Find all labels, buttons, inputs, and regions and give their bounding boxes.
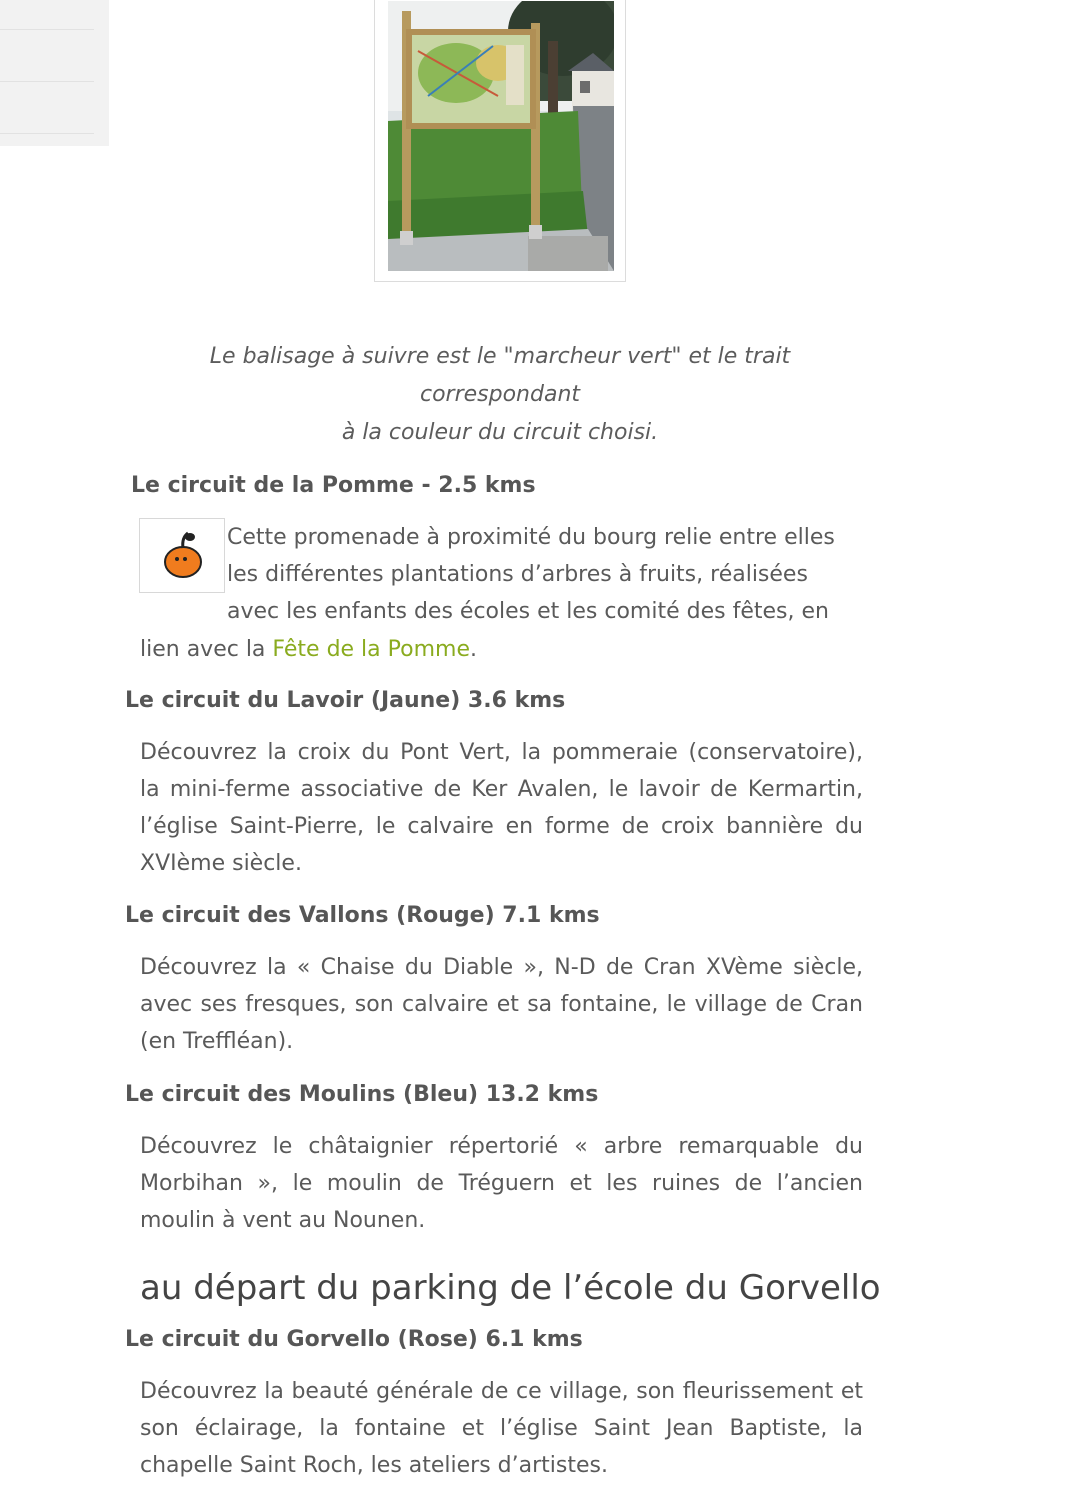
lavoir-line: la mini-ferme associative de Ker Avalen, le lavoir de Kermartin, (140, 777, 863, 802)
pomme-line: les différentes plantations d’arbres à fruits, réalisées (227, 562, 808, 587)
sidebar-panel (0, 0, 109, 146)
gorvello-circuit-title: Le circuit du Gorvello (Rose) 6.1 kms (125, 1327, 583, 1352)
fete-de-la-pomme-link[interactable]: Fête de la Pomme (272, 637, 470, 662)
pomme-description (227, 519, 835, 630)
lavoir-line: XVIème siècle. (140, 851, 302, 876)
gorvello-description (140, 1373, 863, 1484)
photo-caption (180, 338, 820, 452)
lavoir-line: l’église Saint-Pierre, le calvaire en forme de croix bannière du (140, 814, 863, 839)
lavoir-circuit-title: Le circuit du Lavoir (Jaune) 3.6 kms (125, 688, 566, 713)
vallons-description (140, 949, 863, 1060)
moulins-line: Morbihan », le moulin de Tréguern et les ruines de l’ancien (140, 1171, 863, 1196)
vallons-circuit-title: Le circuit des Vallons (Rouge) 7.1 kms (125, 903, 600, 928)
caption-line: Le balisage à suivre est le "marcheur vert" et le trait (209, 344, 791, 369)
moulins-line: moulin à vent au Nounen. (140, 1208, 426, 1233)
moulins-line: Découvrez le châtaignier répertorié « arbre remarquable du (140, 1134, 863, 1159)
info-board-photo (388, 1, 614, 271)
sidebar-divider (0, 29, 94, 30)
caption-line: correspondant (419, 382, 581, 407)
vallons-line: Découvrez la « Chaise du Diable », N-D de Cran XVème siècle, (140, 955, 863, 980)
photo-frame[interactable] (374, 0, 626, 282)
pomme-tail-prefix: lien avec la (140, 637, 273, 662)
pomme-circuit-title: Le circuit de la Pomme - 2.5 kms (131, 473, 536, 498)
vallons-line: (en Treffléan). (140, 1029, 294, 1054)
moulins-description (140, 1128, 863, 1239)
caption-line: à la couleur du circuit choisi. (341, 420, 659, 445)
gorvello-line: Découvrez la beauté générale de ce village, son fleurissement et (140, 1379, 863, 1404)
lavoir-description (140, 734, 863, 882)
pomme-description-tail (140, 631, 477, 668)
gorvello-section-heading: au départ du parking de l’école du Gorvello (140, 1268, 881, 1308)
gorvello-line: son éclairage, la fontaine et l’église Saint Jean Baptiste, la (140, 1416, 863, 1441)
pomme-line: avec les enfants des écoles et les comité des fêtes, en (227, 599, 829, 624)
moulins-circuit-title: Le circuit des Moulins (Bleu) 13.2 kms (125, 1082, 599, 1107)
apple-logo-frame (139, 518, 225, 593)
sidebar-divider (0, 81, 94, 82)
apple-icon (140, 519, 224, 592)
pomme-line: Cette promenade à proximité du bourg relie entre elles (227, 525, 835, 550)
pomme-tail-suffix: . (469, 637, 477, 662)
gorvello-line: chapelle Saint Roch, les ateliers d’artistes. (140, 1453, 608, 1478)
sidebar-divider (0, 133, 94, 134)
vallons-line: avec ses fresques, son calvaire et sa fontaine, le village de Cran (140, 992, 863, 1017)
lavoir-line: Découvrez la croix du Pont Vert, la pommeraie (conservatoire), (140, 740, 863, 765)
